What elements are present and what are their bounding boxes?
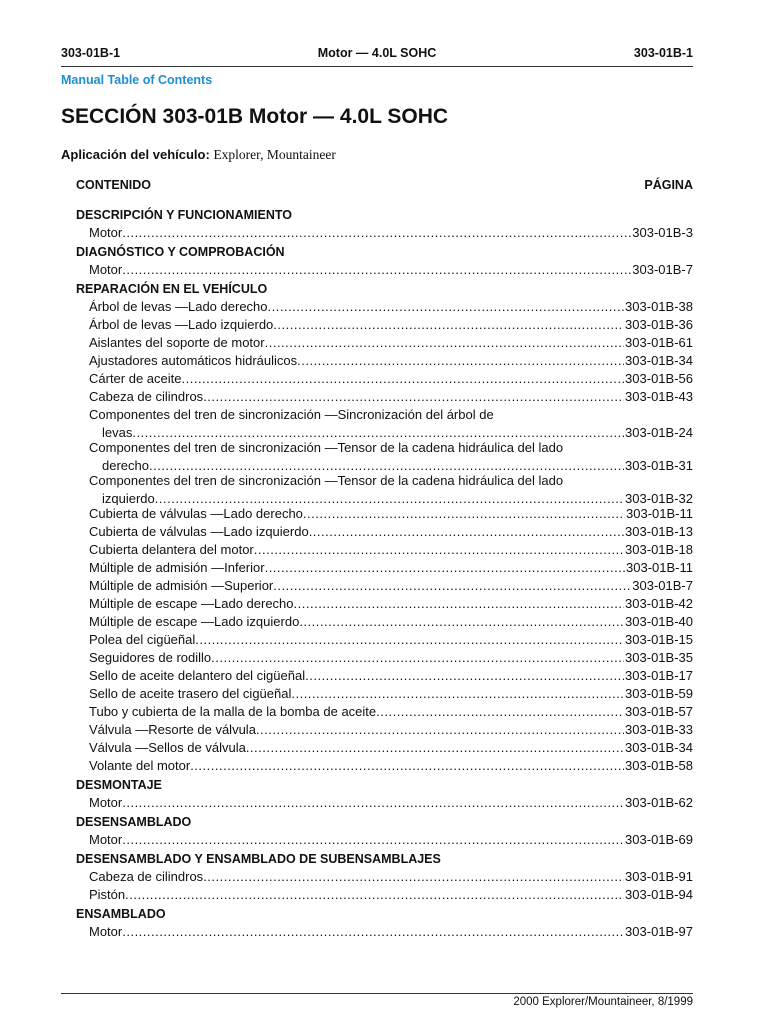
toc-entry[interactable] xyxy=(76,794,693,812)
dot-leader xyxy=(294,595,625,613)
toc-entry[interactable] xyxy=(76,559,693,577)
toc-entry-title: Aislantes del soporte de motor xyxy=(89,335,265,350)
toc-entry-page: 303-01B-59 xyxy=(625,686,693,701)
toc-entry-page: 303-01B-35 xyxy=(625,650,693,665)
toc-section-heading: DIAGNÓSTICO Y COMPROBACIÓN xyxy=(76,245,285,259)
dot-leader xyxy=(122,831,624,849)
toc-entry[interactable] xyxy=(76,472,693,505)
dot-leader xyxy=(122,923,624,941)
toc-entry-page: 303-01B-38 xyxy=(625,299,693,314)
toc-entry-title: Múltiple de admisión —Superior xyxy=(89,578,274,593)
toc-entry-title: Motor xyxy=(89,924,123,939)
dot-leader xyxy=(291,685,624,703)
dot-leader xyxy=(254,541,624,559)
toc-entry-title: Cabeza de cilindros xyxy=(89,389,204,404)
toc-entry[interactable] xyxy=(76,685,693,703)
toc-entry-title: Cubierta de válvulas —Lado izquierdo xyxy=(89,524,309,539)
toc-entry[interactable] xyxy=(76,721,693,739)
dot-leader xyxy=(182,370,625,388)
toc-section-heading: ENSAMBLADO xyxy=(76,907,166,921)
dot-leader xyxy=(125,886,624,904)
footer-divider xyxy=(61,993,693,994)
toc-entry-page: 303-01B-13 xyxy=(625,524,693,539)
toc-entry[interactable] xyxy=(76,352,693,370)
toc-entry[interactable] xyxy=(76,370,693,388)
toc-entry[interactable] xyxy=(76,649,693,667)
toc-entry-title: Sello de aceite trasero del cigüeñal xyxy=(89,686,292,701)
toc-entry[interactable] xyxy=(76,439,693,472)
dot-leader xyxy=(299,613,624,631)
dot-leader xyxy=(265,559,625,577)
toc-entry[interactable] xyxy=(76,261,693,279)
toc-entry-title: Componentes del tren de sincronización —Sincronización del árbol de xyxy=(89,407,494,422)
toc-entry-title: Volante del motor xyxy=(89,758,191,773)
toc-entry-title: Pistón xyxy=(89,887,126,902)
toc-entry[interactable] xyxy=(76,757,693,775)
page-column-header: PÁGINA xyxy=(644,178,693,192)
toc-entry-title: Motor xyxy=(89,832,123,847)
dot-leader xyxy=(122,224,631,242)
toc-entry[interactable] xyxy=(76,577,693,595)
toc-entry-title: derecho xyxy=(102,458,149,472)
toc-entry-title: Válvula —Resorte de válvula xyxy=(89,722,256,737)
dot-leader xyxy=(303,505,625,523)
dot-leader xyxy=(309,523,624,541)
dot-leader xyxy=(122,794,624,812)
application-label: Aplicación del vehículo: xyxy=(61,147,210,162)
dot-leader xyxy=(132,424,624,439)
dot-leader xyxy=(203,868,624,886)
dot-leader xyxy=(211,649,624,667)
toc-entry[interactable] xyxy=(76,923,693,941)
toc-entry[interactable] xyxy=(76,631,693,649)
dot-leader xyxy=(195,631,624,649)
dot-leader xyxy=(190,757,624,775)
toc-entry-page: 303-01B-58 xyxy=(625,758,693,773)
table-of-contents xyxy=(76,205,693,941)
toc-section-heading: DESENSAMBLADO xyxy=(76,815,192,829)
toc-entry-page: 303-01B-31 xyxy=(625,458,693,472)
toc-entry[interactable] xyxy=(76,388,693,406)
vehicle-application xyxy=(61,147,336,163)
toc-entry-title: Motor xyxy=(89,225,123,240)
content-column-header: CONTENIDO xyxy=(76,178,151,192)
toc-column-headers xyxy=(76,178,693,192)
toc-entry[interactable] xyxy=(76,868,693,886)
toc-entry-page: 303-01B-33 xyxy=(625,722,693,737)
toc-entry[interactable] xyxy=(76,334,693,352)
toc-entry-title: Ajustadores automáticos hidráulicos xyxy=(89,353,298,368)
header-title: Motor — 4.0L SOHC xyxy=(317,46,437,60)
toc-entry[interactable] xyxy=(76,406,693,439)
toc-entry[interactable] xyxy=(76,667,693,685)
toc-entry-title: Cárter de aceite xyxy=(89,371,182,386)
toc-entry-page: 303-01B-11 xyxy=(626,506,693,521)
toc-entry[interactable] xyxy=(76,703,693,721)
toc-entry-title: Componentes del tren de sincronización —Tensor de la cadena hidráulica del lado xyxy=(89,473,564,488)
toc-entry-page: 303-01B-11 xyxy=(626,560,693,575)
dot-leader xyxy=(305,667,624,685)
toc-section-heading: REPARACIÓN EN EL VEHÍCULO xyxy=(76,282,268,296)
toc-entry-title: Cubierta de válvulas —Lado derecho xyxy=(89,506,303,521)
toc-entry-title: Cabeza de cilindros xyxy=(89,869,204,884)
dot-leader xyxy=(256,721,624,739)
toc-entry-title: Motor xyxy=(89,262,123,277)
dot-leader xyxy=(246,739,624,757)
toc-entry-page: 303-01B-42 xyxy=(625,596,693,611)
toc-entry[interactable] xyxy=(76,886,693,904)
manual-toc-link[interactable]: Manual Table of Contents xyxy=(61,73,213,87)
toc-entry-title: Sello de aceite delantero del cigüeñal xyxy=(89,668,306,683)
dot-leader xyxy=(268,298,625,316)
header-section-right: 303-01B-1 xyxy=(633,46,693,60)
toc-entry-page: 303-01B-7 xyxy=(632,262,693,277)
dot-leader xyxy=(122,261,631,279)
toc-entry[interactable] xyxy=(76,739,693,757)
toc-entry-page: 303-01B-17 xyxy=(625,668,693,683)
toc-entry-page: 303-01B-91 xyxy=(625,869,693,884)
dot-leader xyxy=(203,388,624,406)
toc-entry[interactable] xyxy=(76,541,693,559)
toc-entry-page: 303-01B-7 xyxy=(632,578,693,593)
dot-leader xyxy=(273,577,631,595)
toc-entry-title: Seguidores de rodillo xyxy=(89,650,212,665)
page-title: SECCIÓN 303-01B Motor — 4.0L SOHC xyxy=(61,105,449,128)
toc-entry-title: Motor xyxy=(89,795,123,810)
toc-entry-page: 303-01B-3 xyxy=(632,225,693,240)
toc-entry-page: 303-01B-24 xyxy=(625,425,693,439)
toc-entry[interactable] xyxy=(76,316,693,334)
dot-leader xyxy=(155,490,624,505)
toc-entry[interactable] xyxy=(76,595,693,613)
toc-entry-page: 303-01B-34 xyxy=(625,353,693,368)
toc-section-heading: DESENSAMBLADO Y ENSAMBLADO DE SUBENSAMBLAJES xyxy=(76,852,441,866)
toc-entry-page: 303-01B-18 xyxy=(625,542,693,557)
toc-entry[interactable] xyxy=(76,298,693,316)
toc-entry-page: 303-01B-34 xyxy=(625,740,693,755)
header-section-left: 303-01B-1 xyxy=(61,46,121,60)
toc-section-heading: DESMONTAJE xyxy=(76,778,162,792)
dot-leader xyxy=(273,316,624,334)
toc-entry-title: Válvula —Sellos de válvula xyxy=(89,740,246,755)
toc-entry-title: Múltiple de escape —Lado izquierdo xyxy=(89,614,300,629)
dot-leader xyxy=(297,352,624,370)
page-footer: 2000 Explorer/Mountaineer, 8/1999 xyxy=(513,996,693,1008)
toc-entry-page: 303-01B-36 xyxy=(625,317,693,332)
toc-entry-title: Múltiple de escape —Lado derecho xyxy=(89,596,294,611)
toc-entry-page: 303-01B-62 xyxy=(625,795,693,810)
toc-entry-title: izquierdo xyxy=(102,491,155,505)
toc-entry-title: Cubierta delantera del motor xyxy=(89,542,254,557)
toc-entry-page: 303-01B-43 xyxy=(625,389,693,404)
toc-entry-page: 303-01B-94 xyxy=(625,887,693,902)
toc-entry-title: Árbol de levas —Lado derecho xyxy=(89,299,268,314)
page-header xyxy=(61,46,693,64)
toc-entry-page: 303-01B-97 xyxy=(625,924,693,939)
toc-entry[interactable] xyxy=(76,831,693,849)
toc-entry-page: 303-01B-69 xyxy=(625,832,693,847)
dot-leader xyxy=(149,457,624,472)
toc-entry[interactable] xyxy=(76,224,693,242)
toc-entry-page: 303-01B-57 xyxy=(625,704,693,719)
toc-entry-title: Múltiple de admisión —Inferior xyxy=(89,560,265,575)
header-divider xyxy=(61,66,693,67)
toc-entry-page: 303-01B-56 xyxy=(625,371,693,386)
toc-entry-title: levas xyxy=(102,425,133,439)
toc-entry-page: 303-01B-32 xyxy=(625,491,693,505)
toc-entry-title: Árbol de levas —Lado izquierdo xyxy=(89,317,274,332)
toc-entry-title: Polea del cigüeñal xyxy=(89,632,196,647)
dot-leader xyxy=(376,703,624,721)
dot-leader xyxy=(265,334,624,352)
application-value: Explorer, Mountaineer xyxy=(213,147,336,162)
toc-entry-page: 303-01B-61 xyxy=(625,335,693,350)
toc-entry[interactable] xyxy=(76,505,693,523)
toc-entry-title: Componentes del tren de sincronización —Tensor de la cadena hidráulica del lado xyxy=(89,440,564,455)
toc-entry[interactable] xyxy=(76,613,693,631)
toc-section-heading: DESCRIPCIÓN Y FUNCIONAMIENTO xyxy=(76,208,292,222)
toc-entry[interactable] xyxy=(76,523,693,541)
toc-entry-page: 303-01B-40 xyxy=(625,614,693,629)
toc-entry-title: Tubo y cubierta de la malla de la bomba de aceite xyxy=(89,704,377,719)
toc-entry-page: 303-01B-15 xyxy=(625,632,693,647)
